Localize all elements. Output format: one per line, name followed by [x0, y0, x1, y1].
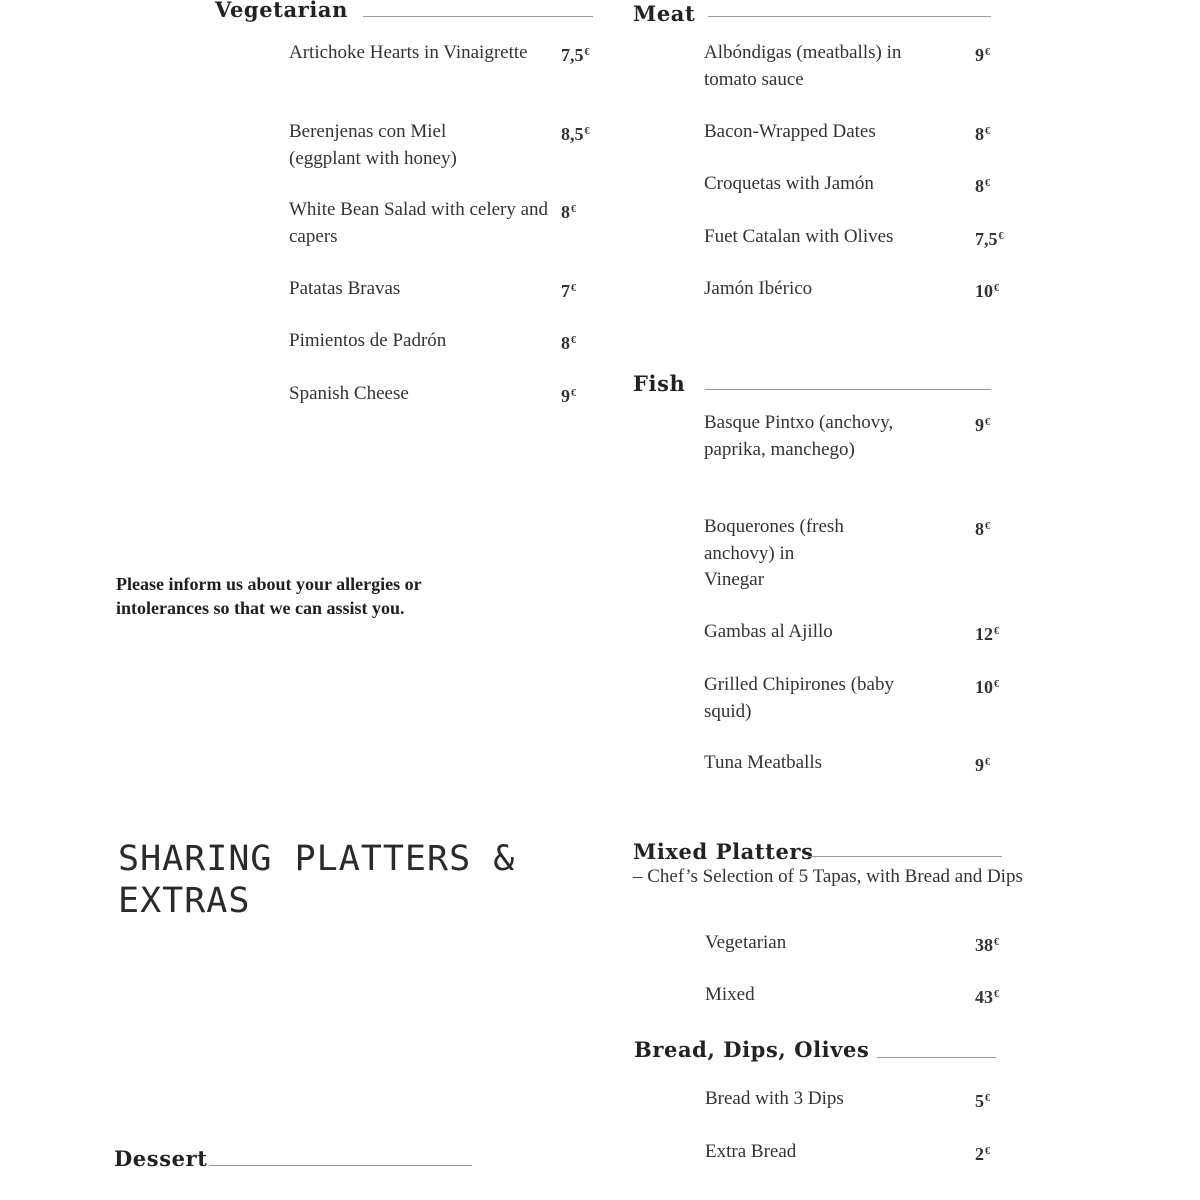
item-price: 8,5€ — [561, 124, 590, 144]
bread-heading: Bread, Dips, Olives — [634, 1037, 870, 1062]
item-price: 10€ — [975, 677, 999, 697]
item-price: 9€ — [975, 755, 990, 775]
item-price: 38€ — [975, 935, 999, 955]
item-name: Basque Pintxo (anchovy, paprika, manchego) — [704, 412, 894, 460]
item-name: Croquetas with Jamón — [704, 173, 874, 194]
item-name: Berenjenas con Miel (eggplant with honey) — [289, 121, 457, 169]
bread-section — [634, 1036, 1024, 1200]
meat-rule — [708, 16, 991, 17]
item-price: 9€ — [561, 386, 576, 406]
allergy-note: Please inform us about your allergies or intolerances so that we can assist you. — [116, 574, 422, 618]
item-price: 8€ — [975, 124, 990, 144]
item-price: 8€ — [975, 176, 990, 196]
meat-section — [633, 0, 1023, 320]
item-name: Vegetarian — [705, 932, 787, 953]
item-name: Spanish Cheese — [289, 383, 409, 404]
item-name: Fuet Catalan with Olives — [704, 226, 894, 247]
item-price: 8€ — [561, 333, 576, 353]
bread-rule — [877, 1057, 996, 1058]
item-price: 7,5€ — [975, 229, 1004, 249]
item-name: Gambas al Ajillo — [704, 621, 833, 642]
item-name: Artichoke Hearts in Vinaigrette — [289, 42, 528, 63]
item-name: Bacon-Wrapped Dates — [704, 121, 876, 142]
item-name: Extra Bread — [705, 1141, 797, 1162]
mixed-platters-heading: Mixed Platters — [633, 839, 814, 864]
vegetarian-heading: Vegetarian — [215, 0, 348, 22]
item-price: 10€ — [975, 281, 999, 301]
item-price: 2€ — [975, 1144, 990, 1164]
item-price: 43€ — [975, 987, 999, 1007]
vegetarian-section — [215, 0, 600, 420]
item-name: White Bean Salad with celery and capers — [289, 199, 549, 247]
item-price: 8€ — [561, 202, 576, 222]
item-name: Patatas Bravas — [289, 278, 401, 299]
item-name: Pimientos de Padrón — [289, 330, 447, 351]
item-name: Tuna Meatballs — [704, 752, 823, 773]
fish-section — [633, 370, 1023, 790]
item-name: Albóndigas (meatballs) in tomato sauce — [704, 42, 902, 90]
item-price: 12€ — [975, 624, 999, 644]
dessert-rule — [209, 1165, 472, 1166]
dessert-heading: Dessert — [114, 1146, 208, 1171]
fish-heading: Fish — [633, 371, 686, 396]
vegetarian-rule — [363, 16, 593, 17]
item-name: Jamón Ibérico — [704, 278, 813, 299]
item-name: Grilled Chipirones (baby squid) — [704, 674, 894, 722]
item-price: 9€ — [975, 45, 990, 65]
meat-heading: Meat — [633, 1, 696, 26]
fish-rule — [705, 389, 991, 390]
item-price: 5€ — [975, 1091, 990, 1111]
item-name: Bread with 3 Dips — [705, 1088, 844, 1109]
mixed-platters-subtitle: – Chef’s Selection of 5 Tapas, with Bread and Dips — [633, 866, 1023, 887]
item-price: 8€ — [975, 519, 990, 539]
mixed-platters-items — [633, 838, 1023, 1018]
item-name: Boquerones (fresh anchovy) in Vinegar — [704, 516, 844, 590]
dessert-section — [114, 1145, 494, 1200]
item-price: 7,5€ — [561, 45, 590, 65]
item-price: 7€ — [561, 281, 576, 301]
item-name: Mixed — [705, 984, 755, 1005]
sharing-platters-heading: SHARING PLATTERS & EXTRAS — [118, 839, 516, 921]
item-price: 9€ — [975, 415, 990, 435]
